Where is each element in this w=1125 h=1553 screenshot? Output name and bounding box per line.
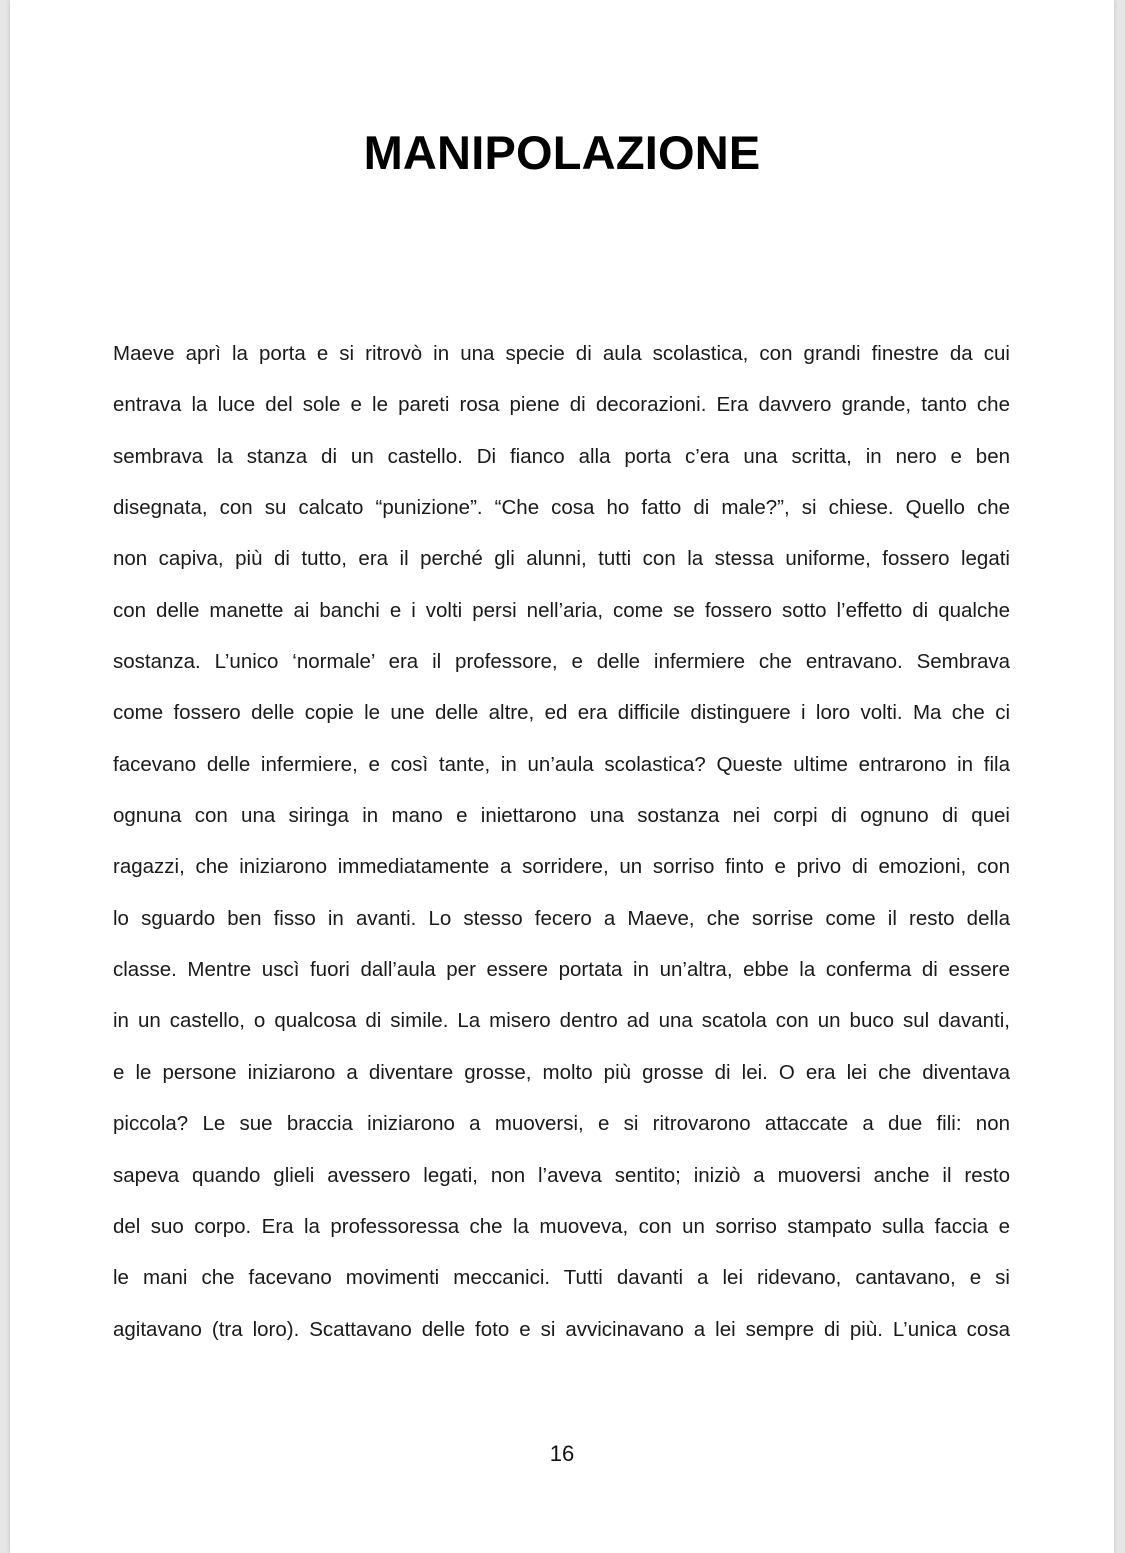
text-line: facevano delle infermiere, e così tante, in un’aula scolastica? Queste ultime entrarono in fila (113, 752, 1010, 776)
text-line: lo sguardo ben fisso in avanti. Lo stesso fecero a Maeve, che sorrise come il resto della (113, 906, 1010, 930)
text-line: non capiva, più di tutto, era il perché gli alunni, tutti con la stessa uniforme, fossero legati (113, 547, 1010, 571)
text-line: agitavano (tra loro). Scattavano delle foto e si avvicinavano a lei sempre di più. L’unica cosa (113, 1317, 1010, 1341)
text-line: ragazzi, che iniziarono immediatamente a sorridere, un sorriso finto e privo di emozioni, con (113, 855, 1010, 879)
text-line: come fossero delle copie le une delle altre, ed era difficile distinguere i loro volti. Ma che ci (113, 701, 1010, 725)
text-line: piccola? Le sue braccia iniziarono a muoversi, e si ritrovarono attaccate a due fili: non (113, 1112, 1010, 1136)
text-line: disegnata, con su calcato “punizione”. “Che cosa ho fatto di male?”, si chiese. Quello che (113, 496, 1010, 520)
text-line: del suo corpo. Era la professoressa che la muoveva, con un sorriso stampato sulla faccia e (113, 1214, 1010, 1238)
text-line: Maeve aprì la porta e si ritrovò in una specie di aula scolastica, con grandi finestre da cui (113, 342, 1010, 365)
text-line: in un castello, o qualcosa di simile. La misero dentro ad una scatola con un buco sul davanti, (113, 1009, 1010, 1033)
chapter-title: MANIPOLAZIONE (363, 126, 761, 179)
body-paragraph (113, 328, 1010, 1355)
document-page (10, 0, 1114, 1553)
text-line: entrava la luce del sole e le pareti rosa piene di decorazioni. Era davvero grande, tanto che (113, 393, 1010, 417)
page-number: 16 (549, 1441, 575, 1466)
text-line: sapeva quando glieli avessero legati, non l’aveva sentito; iniziò a muoversi anche il resto (113, 1163, 1010, 1187)
text-line: sembrava la stanza di un castello. Di fianco alla porta c’era una scritta, in nero e ben (113, 444, 1010, 468)
text-line: con delle manette ai banchi e i volti persi nell’aria, come se fossero sotto l’effetto di qualche (113, 598, 1010, 622)
text-line: ognuna con una siringa in mano e iniettarono una sostanza nei corpi di ognuno di quei (113, 804, 1010, 828)
text-line: le mani che facevano movimenti meccanici. Tutti davanti a lei ridevano, cantavano, e si (113, 1266, 1010, 1290)
text-line: classe. Mentre uscì fuori dall’aula per essere portata in un’altra, ebbe la conferma di essere (113, 958, 1010, 982)
text-line: sostanza. L’unico ‘normale’ era il professore, e delle infermiere che entravano. Sembrava (113, 650, 1010, 674)
text-line: e le persone iniziarono a diventare grosse, molto più grosse di lei. O era lei che diventava (113, 1060, 1010, 1084)
